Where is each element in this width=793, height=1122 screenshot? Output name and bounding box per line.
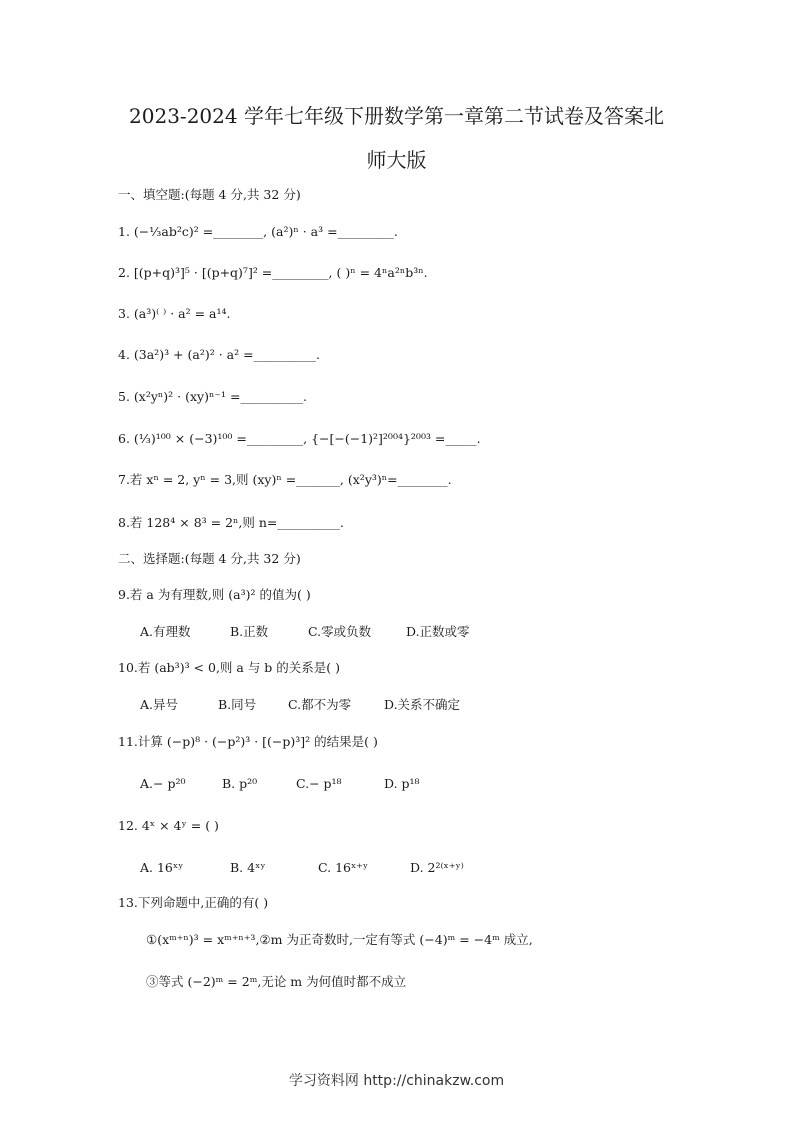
q10-option-c: C.都不为零: [288, 697, 352, 712]
question-3: 3. (a³)⁽ ⁾ · a² = a¹⁴.: [118, 306, 231, 321]
question-7: 7.若 xⁿ = 2, yⁿ = 3,则 (xy)ⁿ =_______, (x²y³)ⁿ=________.: [118, 472, 452, 487]
q9-option-d: D.正数或零: [406, 624, 470, 639]
question-13-item-2: ③等式 (−2)ᵐ = 2ᵐ,无论 m 为何值时都不成立: [146, 974, 407, 989]
question-12-stem: 12. 4ˣ × 4ʸ = ( ): [118, 818, 219, 833]
question-6: 6. (⅓)¹⁰⁰ × (−3)¹⁰⁰ =_________, {−[−(−1)²]²⁰⁰⁴}²⁰⁰³ =_____.: [118, 431, 481, 446]
q11-option-d: D. p¹⁸: [384, 776, 420, 791]
question-9-stem: 9.若 a 为有理数,则 (a³)² 的值为( ): [118, 587, 311, 602]
q9-option-a: A.有理数: [140, 624, 191, 639]
q10-option-d: D.关系不确定: [384, 697, 461, 712]
page-footer: 学习资料网 http://chinakzw.com: [288, 1073, 505, 1089]
q11-option-c: C.− p¹⁸: [296, 776, 342, 791]
q11-option-b: B. p²⁰: [222, 776, 258, 791]
q12-option-c: C. 16ˣ⁺ʸ: [318, 860, 369, 875]
q12-option-a: A. 16ˣʸ: [140, 860, 184, 875]
question-1: 1. (−⅓ab²c)² =________, (a²)ⁿ · a³ =_________.: [118, 224, 398, 239]
question-2: 2. [(p+q)³]⁵ · [(p+q)⁷]² =_________, ( )ⁿ = 4ⁿa²ⁿb³ⁿ.: [118, 265, 428, 280]
section-2-heading: 二、选择题:(每题 4 分,共 32 分): [118, 551, 301, 566]
question-11-stem: 11.计算 (−p)⁸ · (−p²)³ · [(−p)³]² 的结果是( ): [118, 734, 378, 749]
q11-option-a: A.− p²⁰: [140, 776, 186, 791]
question-8: 8.若 128⁴ × 8³ = 2ⁿ,则 n=__________.: [118, 515, 344, 530]
question-13-item-1: ①(xᵐ⁺ⁿ)³ = xᵐ⁺ⁿ⁺³,②m 为正奇数时,一定有等式 (−4)ᵐ = −4ᵐ 成立,: [146, 932, 533, 947]
q9-option-c: C.零或负数: [308, 624, 372, 639]
q12-option-d: D. 2²⁽ˣ⁺ʸ⁾: [410, 860, 464, 875]
q10-option-b: B.同号: [218, 697, 257, 712]
q9-option-b: B.正数: [230, 624, 269, 639]
section-1-heading: 一、填空题:(每题 4 分,共 32 分): [118, 187, 301, 202]
q10-option-a: A.异号: [140, 697, 179, 712]
question-10-stem: 10.若 (ab³)³ < 0,则 a 与 b 的关系是( ): [118, 660, 341, 675]
question-5: 5. (x²yⁿ)² · (xy)ⁿ⁻¹ =__________.: [118, 389, 307, 404]
q12-option-b: B. 4ˣʸ: [230, 860, 266, 875]
page-title-line-1: 2023-2024 学年七年级下册数学第一章第二节试卷及答案北: [129, 104, 664, 128]
question-13-stem: 13.下列命题中,正确的有( ): [118, 895, 269, 910]
question-4: 4. (3a²)³ + (a²)² · a² =__________.: [118, 347, 321, 362]
page-title-line-2: 师大版: [366, 148, 427, 172]
